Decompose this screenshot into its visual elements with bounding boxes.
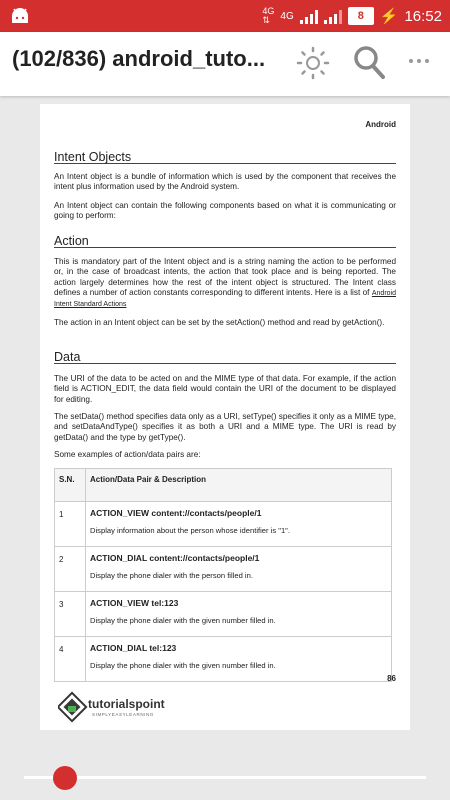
battery-icon — [348, 7, 374, 25]
clock: 16:52 — [404, 7, 442, 25]
network-type-1: 4G — [262, 6, 275, 16]
android-intent-actions-link[interactable]: Android Intent Standard Actions — [54, 289, 396, 309]
action-data-pair: ACTION_DIAL tel:123 — [90, 643, 177, 653]
network-type — [262, 7, 274, 25]
running-header: Android — [365, 120, 396, 129]
paragraph: The setData() method specifies data only as a URI, setType() specifies it only as a MIME type, and setDataAndType() specifies it as both a URI and a MIME type. The URI is read by getData() and the type by getType(). — [54, 412, 396, 442]
row-number: 3 — [55, 592, 86, 637]
column-header-pair: Action/Data Pair & Description — [86, 469, 392, 502]
heading-data: Data — [54, 352, 396, 364]
page-scrubber-thumb[interactable] — [53, 766, 77, 790]
page-number: 86 — [387, 674, 396, 683]
signal-icon-1 — [300, 8, 318, 24]
app-bar — [0, 32, 450, 96]
paragraph-text: This is mandatory part of the Intent object and is a string naming the action to be performed or, in the case of broadcast intents, the action that took place and is being reported. The action largely determines how the rest of the intent object is structured. The Intent class defines a number of action constants corresponding to different intents. Here is a list of — [54, 257, 396, 297]
signal-icon-2 — [324, 8, 342, 24]
logo-text: tutorialspoint — [88, 697, 165, 711]
paragraph: The action in an Intent object can be set by the setAction() method and read by getAction(). — [54, 318, 385, 327]
row-content — [86, 502, 392, 547]
heading-action: Action — [54, 236, 396, 248]
pair-description: Display information about the person whose identifier is "1". — [90, 526, 290, 536]
pair-description: Display the phone dialer with the person filled in. — [90, 571, 253, 581]
action-data-pair: ACTION_VIEW content://contacts/people/1 — [90, 508, 262, 518]
battery-level: 8 — [357, 10, 364, 22]
status-bar — [0, 0, 450, 32]
paragraph-action — [54, 257, 396, 310]
action-data-pair: ACTION_DIAL content://contacts/people/1 — [90, 553, 260, 563]
data-arrows-icon: ⇅ — [262, 15, 270, 25]
more-dots-icon[interactable] — [408, 56, 430, 66]
search-icon[interactable] — [352, 44, 386, 80]
column-header-sn: S.N. — [55, 469, 86, 502]
brightness-icon[interactable] — [296, 46, 330, 80]
tutorialspoint-logo — [58, 690, 198, 724]
table-row — [55, 592, 392, 637]
logo-tagline: SIMPLYEASYLEARNING — [92, 712, 154, 717]
action-data-pair: ACTION_VIEW tel:123 — [90, 598, 179, 608]
table-row — [55, 637, 392, 682]
charging-icon: ⚡ — [379, 8, 399, 25]
action-data-table — [54, 468, 392, 682]
table-header-row — [55, 469, 392, 502]
row-content — [86, 592, 392, 637]
paragraph: An Intent object can contain the following components based on what it is communicating or going to perform: — [54, 201, 396, 221]
android-notification-icon — [10, 7, 30, 25]
paragraph: Some examples of action/data pairs are: — [54, 450, 201, 459]
paragraph: The URI of the data to be acted on and the MIME type of that data. For example, if the action field is ACTION_EDIT, the data field would contain the URI of the document to be displayed for editing. — [54, 374, 396, 404]
network-type-2: 4G — [280, 10, 294, 22]
row-number: 4 — [55, 637, 86, 682]
document-page[interactable] — [40, 104, 410, 730]
table-row — [55, 547, 392, 592]
row-number: 1 — [55, 502, 86, 547]
row-number: 2 — [55, 547, 86, 592]
heading-intent-objects: Intent Objects — [54, 152, 396, 164]
paragraph: An Intent object is a bundle of information which is used by the component that receives the intent plus information used by the Android system. — [54, 172, 396, 192]
row-content — [86, 637, 392, 682]
table-row — [55, 502, 392, 547]
row-content — [86, 547, 392, 592]
pair-description: Display the phone dialer with the given number filled in. — [90, 616, 276, 626]
page-scrubber-track[interactable] — [24, 776, 426, 779]
pair-description: Display the phone dialer with the given number filled in. — [90, 661, 276, 671]
document-title: (102/836) android_tuto... — [12, 46, 266, 71]
